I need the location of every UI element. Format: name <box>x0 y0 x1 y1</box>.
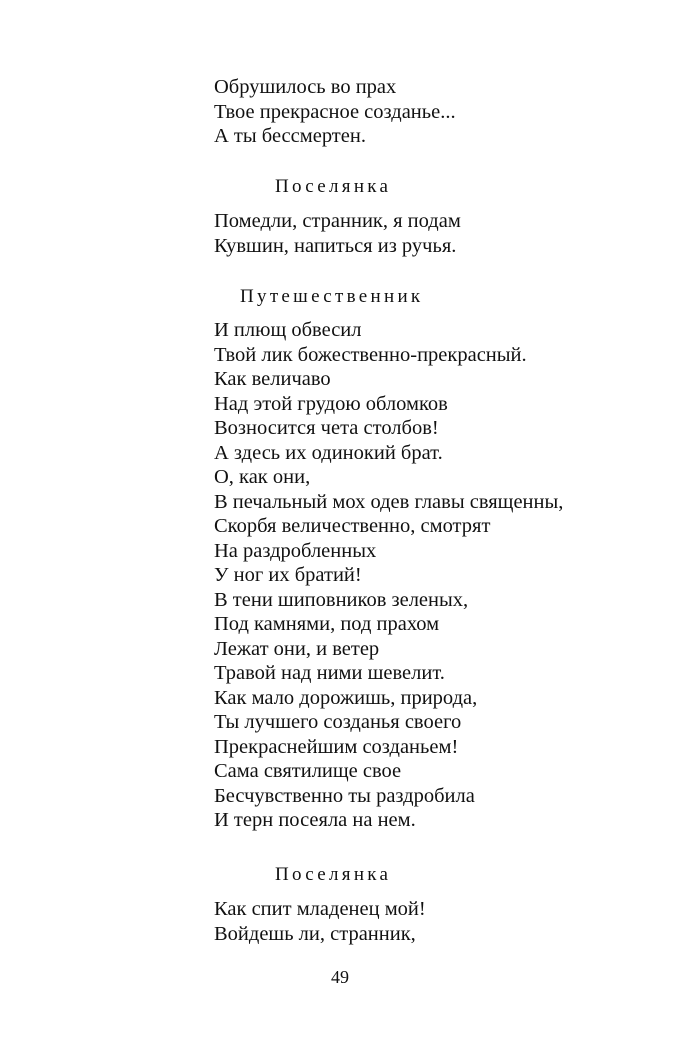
verse-line: А ты бессмертен. <box>214 125 366 147</box>
verse-line: На раздробленных <box>214 539 377 562</box>
verse-block <box>214 209 461 258</box>
verse-line: О, как они, <box>214 466 311 488</box>
verse-line: Над этой грудою обломков <box>214 392 448 415</box>
verse-line: Лежат они, и ветер <box>214 637 380 660</box>
verse-line: Как спит младенец мой! <box>214 898 426 920</box>
verse-line: Помедли, странник, я подам <box>214 210 461 232</box>
verse-line: У ног их братий! <box>214 564 362 586</box>
verse-line: Войдешь ли, странник, <box>214 922 416 945</box>
verse-line: Обрушилось во прах <box>214 76 397 98</box>
verse-line: Ты лучшего созданья своего <box>214 711 462 733</box>
verse-line: И плющ обвесил <box>214 319 362 341</box>
verse-line: В тени шиповников зеленых, <box>214 588 469 611</box>
verse-line: И терн посеяла на нем. <box>214 809 416 831</box>
page-number: 49 <box>331 967 349 987</box>
verse-line: Твой лик божественно-прекрасный. <box>214 343 527 366</box>
verse-line: Как мало дорожишь, природа, <box>214 686 478 709</box>
verse-line: Бесчувственно ты раздробила <box>214 784 475 807</box>
speaker-name: Поселянка <box>275 176 392 197</box>
verse-line: Травой над ними шевелит. <box>214 662 445 684</box>
verse-line: А здесь их одинокий брат. <box>214 441 443 464</box>
speaker-name: Поселянка <box>275 864 392 885</box>
verse-line: В печальный мох одев главы священны, <box>214 490 564 513</box>
verse-block-continuation <box>214 75 456 149</box>
speaker-name: Путешественник <box>240 286 424 307</box>
verse-line: Сама святилище свое <box>214 760 402 782</box>
verse-line: Как величаво <box>214 368 331 390</box>
verse-block <box>214 897 426 946</box>
verse-line: Прекраснейшим созданьем! <box>214 735 459 758</box>
verse-line: Возносится чета столбов! <box>214 417 439 439</box>
verse-line: Кувшин, напиться из ручья. <box>214 234 457 257</box>
verse-line: Скорбя величественно, смотрят <box>214 515 491 537</box>
verse-block <box>214 318 563 833</box>
verse-line: Под камнями, под прахом <box>214 613 440 635</box>
verse-line: Твое прекрасное созданье... <box>214 100 456 123</box>
